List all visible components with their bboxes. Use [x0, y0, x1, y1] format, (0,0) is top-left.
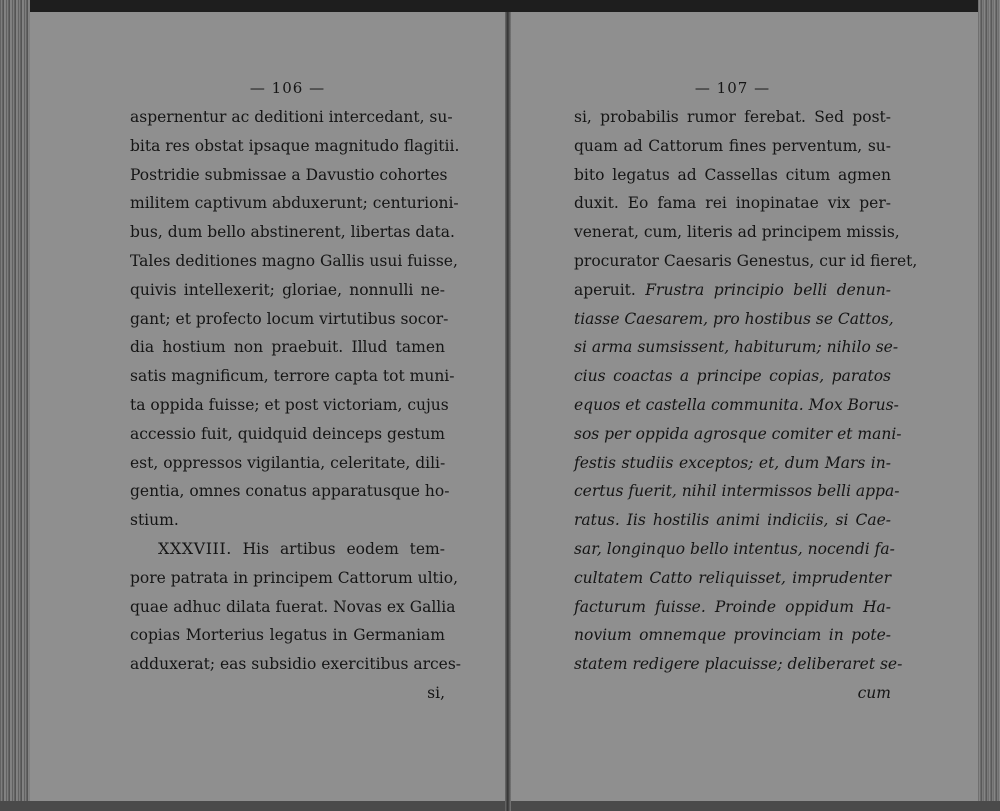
- catchword: cum: [857, 683, 891, 702]
- section-number: XXXVIII.: [158, 538, 232, 558]
- text-line: venerat, cum, literis ad principem missis,: [574, 223, 900, 242]
- text-line: Tales deditiones magno Gallis usui fuisse,: [130, 251, 458, 270]
- text-line: si, probabilis rumor ferebat. Sed post-: [574, 108, 891, 126]
- text-line: copias Morterius legatus in Germaniam: [130, 626, 445, 645]
- italic-line: sos per oppida agrosque comiter et mani-: [574, 424, 902, 443]
- italic-line: cius coactas a principe copias, paratos: [574, 367, 891, 386]
- text-line: dia hostium non praebuit. Illud tamen: [130, 338, 445, 357]
- italic-line: ratus. Iis hostilis animi indiciis, si Cae-: [574, 511, 891, 530]
- text-line: quae adhuc dilata fuerat. Novas ex Gallia: [130, 597, 456, 616]
- text-line: militem captivum abduxerunt; centurioni-: [130, 194, 459, 213]
- text-line: bita res obstat ipsaque magnitudo flagitii.: [130, 136, 460, 155]
- italic-text: Frustra principio belli denun-: [645, 280, 891, 299]
- text-line: accessio fuit, quidquid deinceps gestum: [130, 424, 445, 443]
- text-line: procurator Caesaris Genestus, cur id fieret,: [574, 251, 918, 270]
- section-start-line: [130, 535, 445, 564]
- mixed-line: [574, 276, 891, 305]
- italic-line: festis studiis exceptos; et, dum Mars in-: [574, 453, 891, 472]
- text-line: est, oppressos vigilantia, celeritate, dili-: [130, 453, 446, 472]
- italic-line: sar, longinquo bello intentus, nocendi fa-: [574, 539, 895, 558]
- italic-line: equos et castella communita. Mox Borus-: [574, 395, 899, 414]
- text-line: gant; et profecto locum virtutibus socor-: [130, 309, 449, 328]
- page-number: — 106 —: [249, 79, 326, 97]
- left-page: [130, 78, 462, 708]
- italic-line: si arma sumsissent, habiturum; nihilo se-: [574, 338, 899, 357]
- book-gutter: [505, 12, 511, 811]
- right-page: [574, 78, 918, 708]
- italic-line: statem redigere placuisse; deliberaret se-: [574, 655, 903, 674]
- italic-line: facturum fuisse. Proinde oppidum Ha-: [574, 597, 891, 616]
- italic-line: novium omnemque provinciam in pote-: [574, 626, 891, 645]
- text-line: bito legatus ad Cassellas citum agmen: [574, 165, 891, 184]
- page-number: — 107 —: [694, 79, 771, 97]
- text-line: pore patrata in principem Cattorum ultio,: [130, 568, 458, 587]
- text-line: satis magnificum, terrore capta tot muni-: [130, 367, 455, 386]
- bottom-edge: [0, 801, 1000, 811]
- text-line: adduxerat; eas subsidio exercitibus arces-: [130, 655, 462, 674]
- text-line: duxit. Eo fama rei inopinatae vix per-: [574, 194, 891, 213]
- roman-text: aperuit.: [574, 280, 636, 299]
- section-text: His artibus eodem tem-: [242, 539, 445, 558]
- italic-line: certus fuerit, nihil intermissos belli appa-: [574, 482, 900, 501]
- left-page-edges: [0, 0, 30, 811]
- text-line: aspernentur ac deditioni intercedant, su-: [130, 108, 453, 126]
- top-edge: [0, 0, 1000, 12]
- text-line: quam ad Cattorum fines perventum, su-: [574, 136, 891, 155]
- text-line: gentia, omnes conatus apparatusque ho-: [130, 482, 450, 501]
- text-line: quivis intellexerit; gloriae, nonnulli ne-: [130, 280, 445, 299]
- text-line: ta oppida fuisse; et post victoriam, cujus: [130, 395, 449, 414]
- text-line: bus, dum bello abstinerent, libertas data.: [130, 223, 455, 242]
- italic-line: tiasse Caesarem, pro hostibus se Cattos,: [574, 309, 894, 328]
- text-line: stium.: [130, 511, 179, 530]
- italic-line: cultatem Catto reliquisset, imprudenter: [574, 568, 891, 587]
- text-line: Postridie submissae a Davustio cohortes: [130, 165, 448, 184]
- right-page-edges: [978, 0, 1000, 811]
- catchword: si,: [427, 683, 445, 702]
